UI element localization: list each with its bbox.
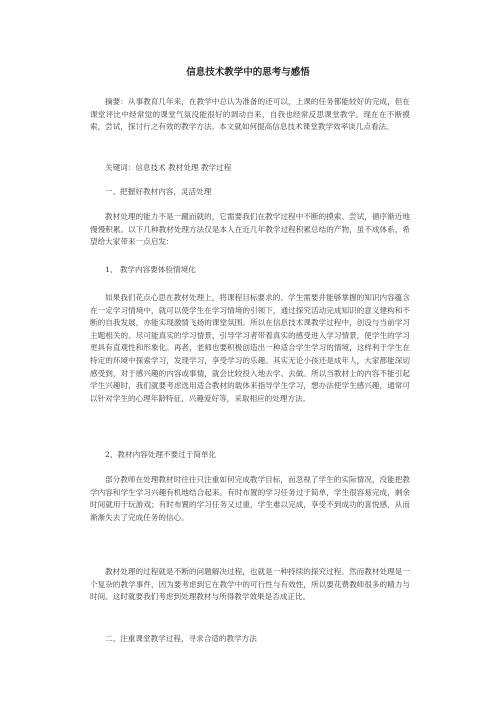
section-heading-1: 一、把握好教材内容，灵活处理 <box>105 187 212 196</box>
section-heading-2: 二、注重课堂教学过程，寻求合适的教学方法 <box>105 634 257 643</box>
document-title: 信息技术教学中的思考与感悟 <box>186 67 310 78</box>
abstract-paragraph: 摘要：从事教育几年来，在教学中总认为准备的还可以，上课的任务都能较好的完成，但在课堂评比中经常觉的课堂气氛没能很好的调动自来，自我也经常反思课堂教学。现在在不断摸索，尝试，探讨行之有效的教学方法。本文就如何提高信息技术课堂教学效率谈几点看法。 <box>90 97 410 132</box>
keywords-line: 关键词：信息技术 教材处理 教学过程 <box>105 163 232 172</box>
subsection-heading-1: 1、 教学内容要体验情境化 <box>105 265 196 274</box>
subsection-2-paragraph-2: 教材处理的过程就是不断的问题解决过程，也就是一种持续的探究过程。然而教材处理是一个复杂的教学事件，因为要考虑到它在教学中的可行性与有效性，所以要花费教师很多的精力与时间。这时就要我们考虑到处理教材与所得教学效果是否成正比。 <box>90 567 410 602</box>
subsection-heading-2: 2、教材内容处理不要过于简单化 <box>105 450 217 459</box>
subsection-1-body: 如果我们花点心思在教材处理上，将课程目标要求的、学生需要并能够掌握的知识内容蕴含在一定学习情境中，就可以使学生在学习情境的引领下，通过探究活动完成知识的意义建构和不断的自我发展，亦能实现激情飞扬的课堂氛围。所以在信息技术课教学过程中，创设与当前学习主题相关的、尽可能真实的学习情景，引导学习者带着真实的感受进入学习情景，使学生的学习更具有直观性和形象化。再者，老师也要积极创造出一种适合学生学习的情境，这样利于学生在特定的环境中探索学习，发现学习，享受学习的乐趣。其实无论小孩还是成年人，大家都能深切感受到，对于感兴趣的内容或事情，就会比较投入地去学、去做。所以当教材上的内容不能引起学生兴趣时，我们就要考虑选用适合教材的载体来指导学生学习，想办法使学生感兴趣，通常可以针对学生的心理年龄特征、兴趣爱好等，采取相应的处理方法。 <box>90 293 410 403</box>
section-1-intro-paragraph: 教材处理的能力不是一蹴而就的，它需要我们在教学过程中不断的摸索、尝试，循序渐近地慢慢积累。以下几种教材处理方法仅是本人在近几年教学过程积累总结的产物，虽不成体系，希望给大家带来一点启发： <box>90 212 410 247</box>
subsection-2-paragraph-1: 部分教师在处理教材时往往只注重如何完成教学目标，而忽视了学生的实际情况，没能把教学内容和学生学习兴趣有机地结合起来。有时布置的学习任务过于简单，学生很容易完成，剩余时间就用于玩游戏；有时布置的学习任务又过重，学生难以完成，享受不到成功的喜悦感，从而渐渐失去了完成任务的信心。 <box>90 475 410 522</box>
